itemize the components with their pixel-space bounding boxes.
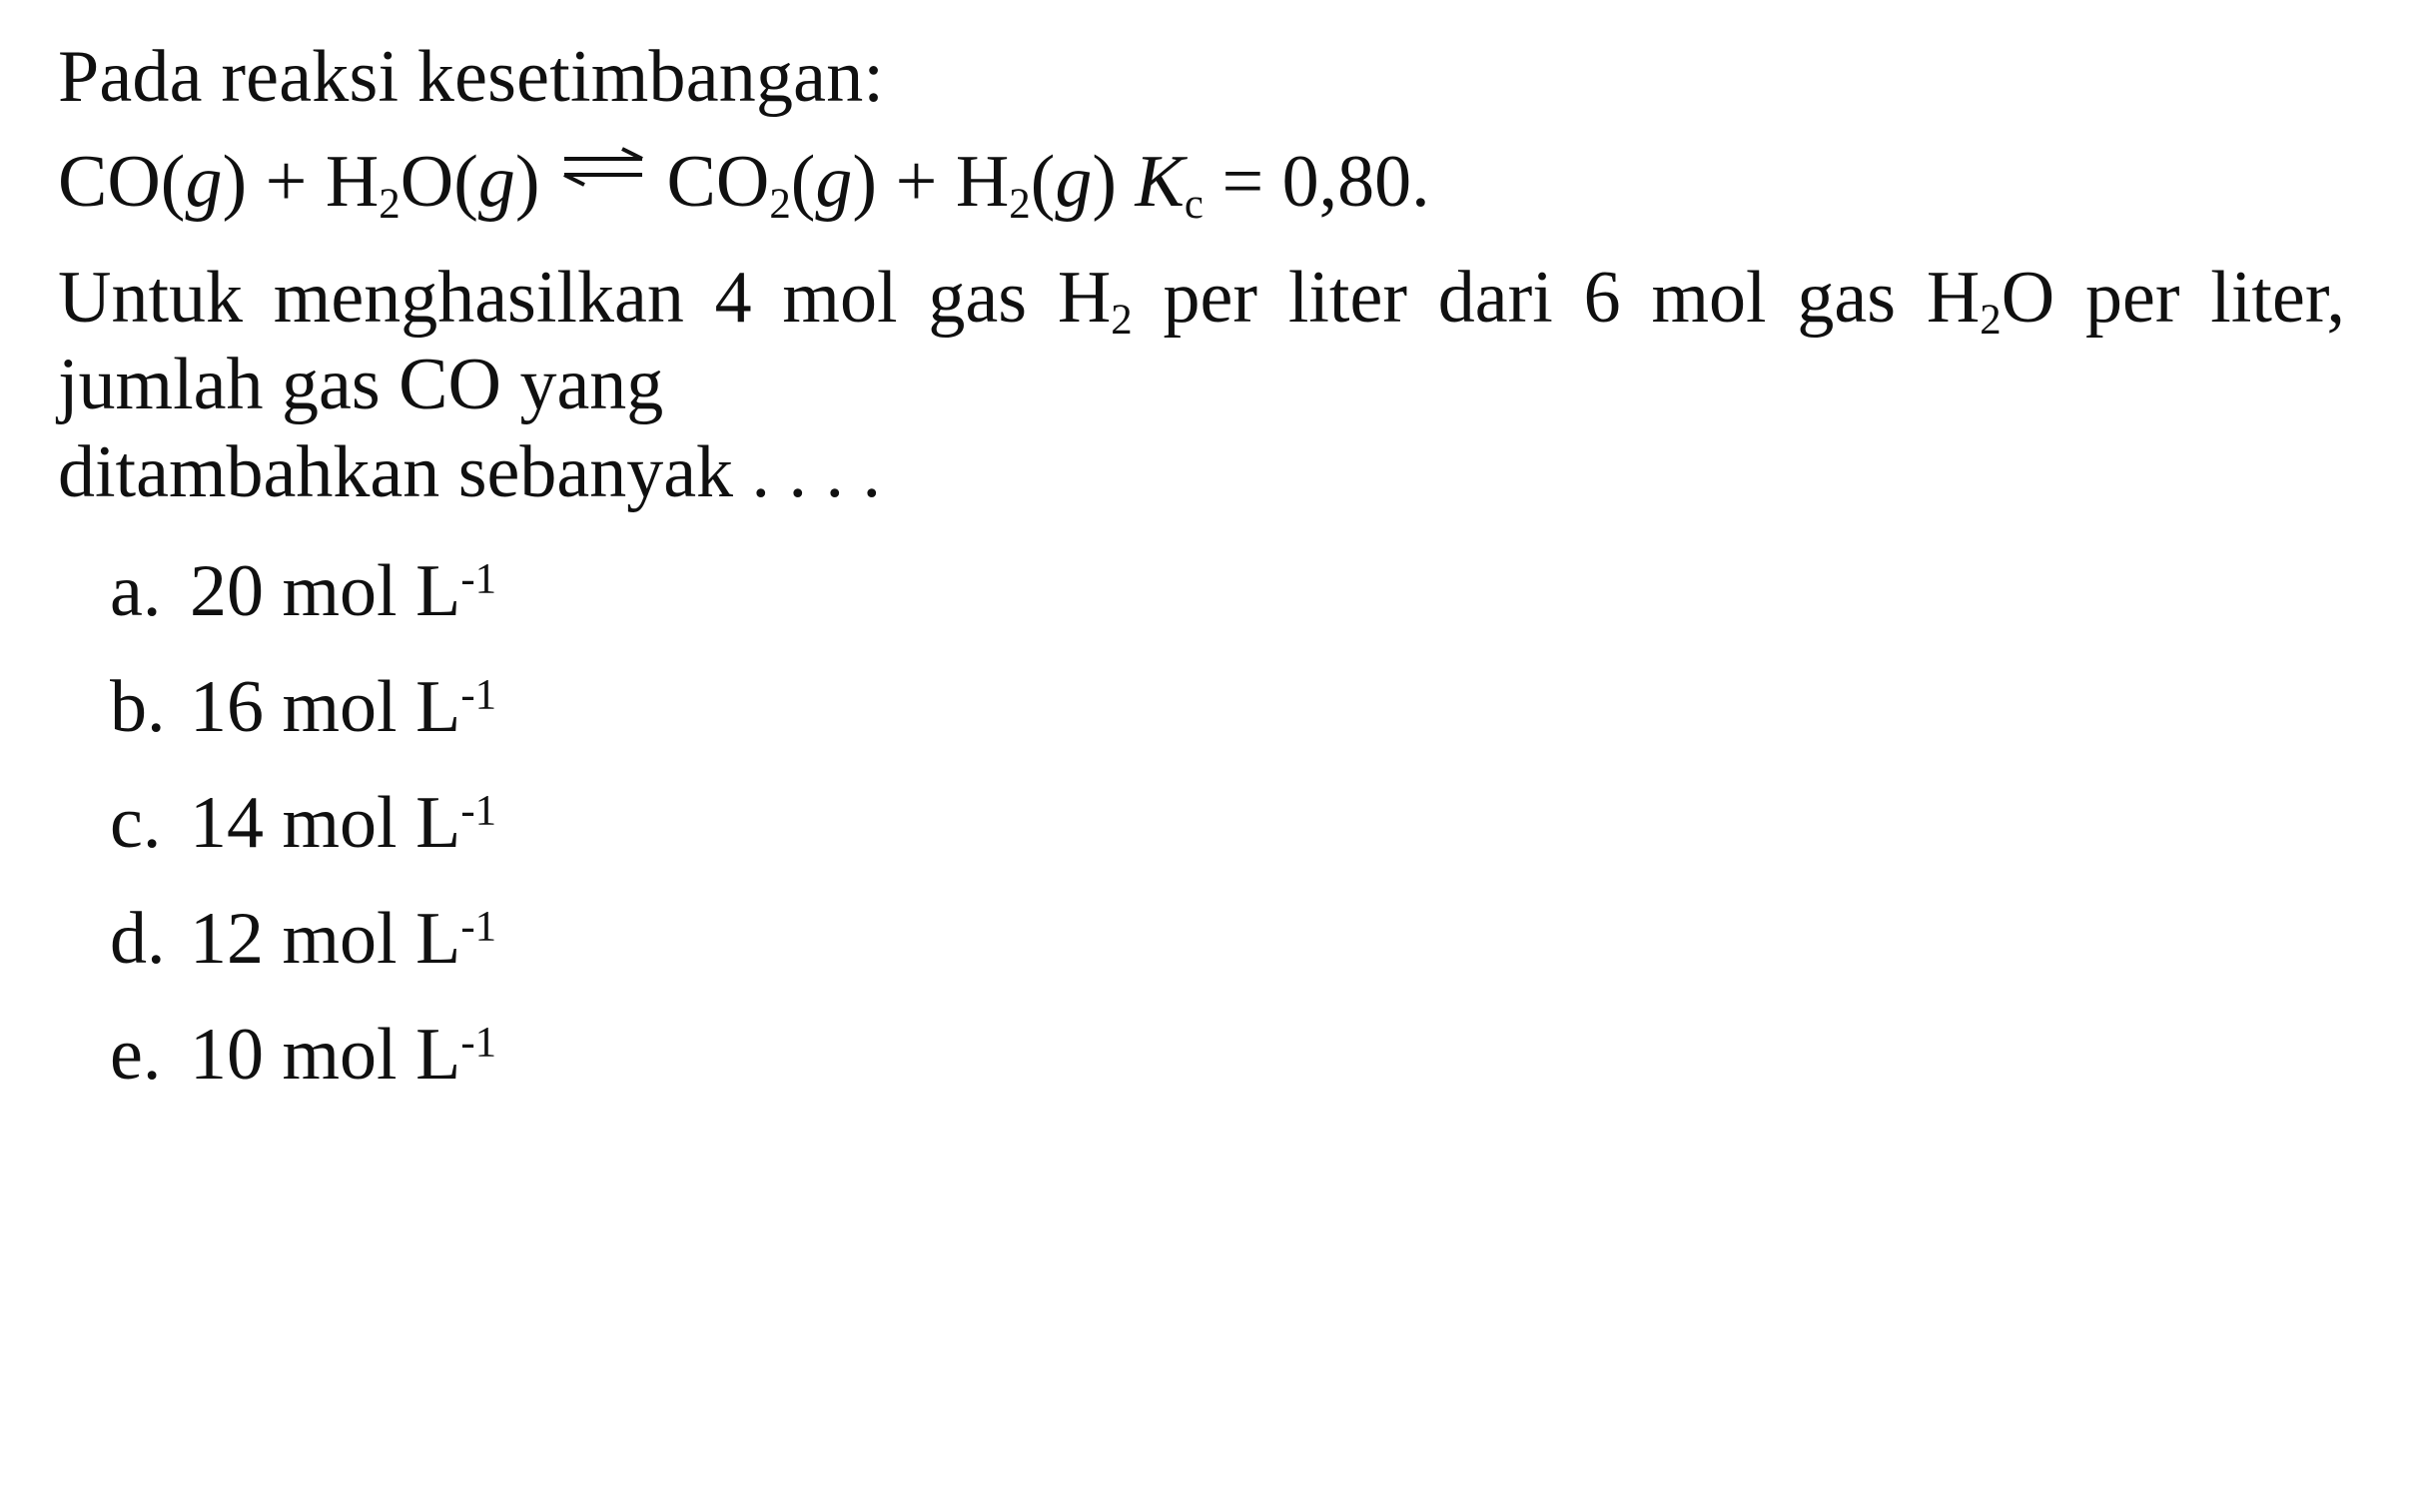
product-co2: $CO_2(g)$ [666,141,878,229]
option-d[interactable] [58,897,2356,980]
option-exponent: -1 [460,671,497,719]
equilibrium-constant-value: 0,80. [1281,141,1430,224]
option-text [190,781,497,864]
option-text [190,897,497,980]
option-letter: c. [110,781,162,864]
equilibrium-constant-label: $K_c$ [1135,141,1204,229]
option-a[interactable] [58,549,2356,632]
option-unit: mol L [282,781,461,864]
equals-sign: = [1221,141,1264,224]
option-e[interactable] [58,1013,2356,1096]
option-text [190,665,497,748]
option-b[interactable] [58,665,2356,748]
option-unit: mol L [282,1013,461,1096]
option-c[interactable] [58,781,2356,864]
body-text-part-1: Untuk menghasilkan 4 mol gas [58,256,1058,339]
option-value: 10 [190,1013,264,1096]
question-body [58,255,2345,516]
formula-h2-inline-1: $H_2$ [1057,256,1133,344]
option-text [190,1013,497,1096]
body-text-part-5: ditambahkan sebanyak . . . . [58,430,882,513]
option-exponent: -1 [460,555,497,603]
answer-options [58,549,2356,1096]
option-exponent: -1 [460,787,497,835]
option-text [190,549,497,632]
formula-h2o-inline: $H_2O$ [1926,256,2055,344]
option-value: 12 [190,897,264,980]
body-text-part-4: per liter, jumlah gas CO yang [58,256,2346,426]
plus-sign-1: + [265,141,308,224]
chemical-equation [58,141,2356,229]
option-letter: a. [110,549,162,632]
plus-sign-2: + [895,141,938,224]
body-text-part-2: per liter dari [1132,256,1553,339]
reactant-h2o: $H_2O(g)$ [325,141,540,229]
question-intro: Pada reaksi kesetimbangan: [58,36,885,118]
option-value: 20 [190,549,264,632]
body-text-part-3: 6 mol gas [1583,256,1927,339]
reactant-co: CO(g) [58,141,248,224]
product-h2: $H_2(g)$ [955,141,1118,229]
option-letter: b. [110,665,166,748]
option-value: 16 [190,665,264,748]
option-unit: mol L [282,897,461,980]
option-unit: mol L [282,665,461,748]
option-exponent: -1 [460,1019,497,1067]
option-letter: d. [110,897,166,980]
option-letter: e. [110,1013,162,1096]
equilibrium-arrow-icon [558,163,648,203]
option-exponent: -1 [460,903,497,951]
option-value: 14 [190,781,264,864]
option-unit: mol L [282,549,461,632]
